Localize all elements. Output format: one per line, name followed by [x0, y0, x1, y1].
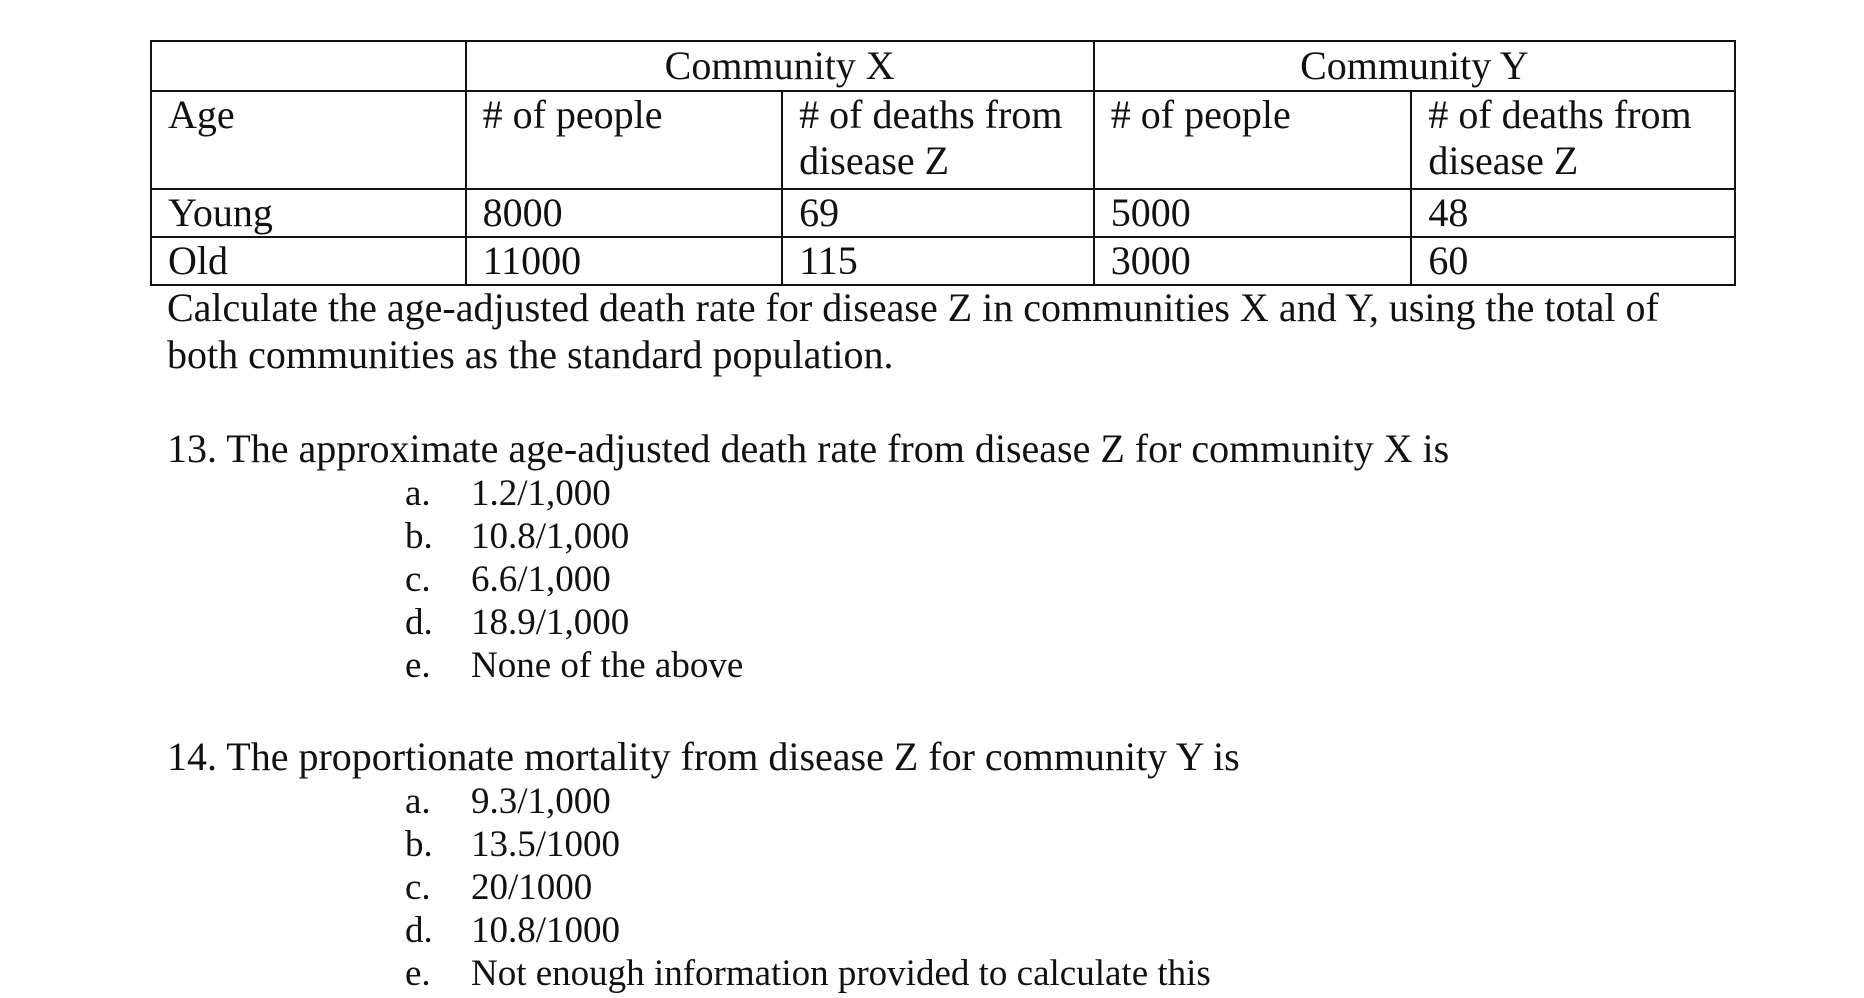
question-14-option-b[interactable]	[405, 823, 1211, 866]
option-letter: b.	[405, 516, 433, 557]
y-deaths-cell: 60	[1411, 237, 1735, 285]
question-13-stem: 13. The approximate age-adjusted death rate from disease Z for community X is	[167, 426, 1450, 471]
age-cell: Old	[151, 237, 466, 285]
y-deaths-header: # of deaths from disease Z	[1411, 91, 1735, 189]
option-letter: a.	[405, 781, 431, 822]
question-13-option-b[interactable]	[405, 515, 743, 558]
question-14-stem: 14. The proportionate mortality from disease Z for community Y is	[167, 734, 1240, 779]
x-people-cell: 11000	[466, 237, 783, 285]
y-people-cell: 3000	[1094, 237, 1412, 285]
table-column-header-row	[151, 91, 1735, 189]
option-letter: c.	[405, 867, 431, 908]
option-letter: d.	[405, 602, 433, 643]
calculation-prompt: Calculate the age-adjusted death rate for disease Z in communities X and Y, using the total of both communities as the standard population.	[167, 285, 1659, 377]
x-deaths-cell: 69	[782, 189, 1094, 237]
community-y-header: Community Y	[1094, 41, 1735, 91]
option-text: 10.8/1,000	[471, 516, 630, 557]
option-text: None of the above	[471, 645, 744, 686]
community-data-table	[150, 40, 1736, 286]
question-13-option-d[interactable]	[405, 601, 743, 644]
option-text: 6.6/1,000	[471, 559, 611, 600]
x-deaths-header: # of deaths from disease Z	[782, 91, 1094, 189]
table-row-young	[151, 189, 1735, 237]
option-letter: e.	[405, 645, 431, 686]
question-14-options	[405, 780, 1211, 995]
question-13-options	[405, 472, 743, 687]
option-text: Not enough information provided to calculate this	[471, 953, 1211, 994]
table-group-header-row	[151, 41, 1735, 91]
table-row-old	[151, 237, 1735, 285]
option-letter: b.	[405, 824, 433, 865]
option-text: 13.5/1000	[471, 824, 621, 865]
x-people-cell: 8000	[466, 189, 783, 237]
option-text: 18.9/1,000	[471, 602, 630, 643]
option-letter: d.	[405, 910, 433, 951]
question-13-option-c[interactable]	[405, 558, 743, 601]
question-13-option-a[interactable]	[405, 472, 743, 515]
age-header: Age	[151, 91, 466, 189]
option-text: 10.8/1000	[471, 910, 621, 951]
option-text: 9.3/1,000	[471, 781, 611, 822]
y-people-header: # of people	[1094, 91, 1412, 189]
option-text: 20/1000	[471, 867, 593, 908]
option-letter: a.	[405, 473, 431, 514]
option-letter: e.	[405, 953, 431, 994]
age-cell: Young	[151, 189, 466, 237]
question-14-option-e[interactable]	[405, 952, 1211, 995]
x-people-header: # of people	[466, 91, 783, 189]
question-13-option-e[interactable]	[405, 644, 743, 687]
table-corner-cell	[151, 41, 466, 91]
option-letter: c.	[405, 559, 431, 600]
question-14-option-c[interactable]	[405, 866, 1211, 909]
question-14-option-a[interactable]	[405, 780, 1211, 823]
y-deaths-cell: 48	[1411, 189, 1735, 237]
question-14-option-d[interactable]	[405, 909, 1211, 952]
option-text: 1.2/1,000	[471, 473, 611, 514]
y-people-cell: 5000	[1094, 189, 1412, 237]
community-x-header: Community X	[466, 41, 1094, 91]
x-deaths-cell: 115	[782, 237, 1094, 285]
